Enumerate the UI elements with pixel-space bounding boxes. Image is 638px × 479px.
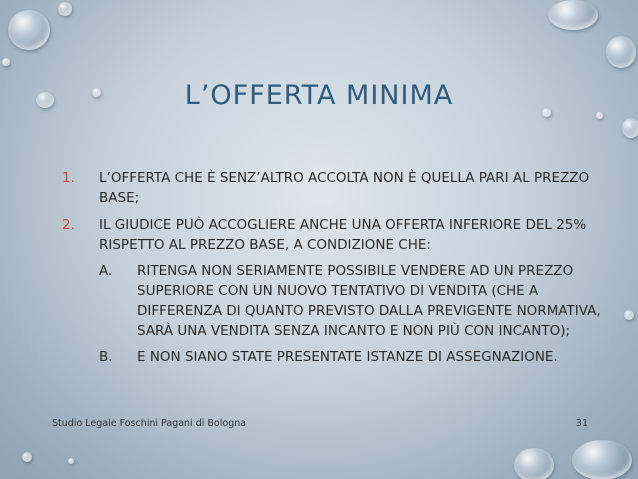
list-item-number: 2. (62, 217, 75, 233)
list-item-text: IL GIUDICE PUÒ ACCOGLIERE ANCHE UNA OFFERTA INFERIORE DEL 25% RISPETTO AL PREZZO BASE, A CONDIZIONE CHE: (99, 217, 587, 253)
water-drop (606, 36, 636, 68)
water-drop (596, 112, 603, 119)
sublist-item-letter: A. (99, 263, 113, 279)
sublist-item-text: E NON SIANO STATE PRESENTATE ISTANZE DI ASSEGNAZIONE. (137, 349, 558, 365)
water-drop (514, 448, 554, 479)
slide-title: L’OFFERTA MINIMA (184, 80, 454, 111)
footer-text: Studio Legale Foschini Pagani di Bologna (52, 418, 247, 429)
sublist-item-letter: B. (99, 349, 113, 365)
water-drop (68, 458, 74, 464)
water-drop (2, 58, 10, 66)
page-number: 31 (575, 418, 588, 429)
lettered-sublist (99, 261, 602, 367)
water-drop (22, 452, 32, 462)
list-item (62, 168, 602, 208)
numbered-list (62, 168, 602, 374)
list-item-number: 1. (62, 170, 75, 186)
water-drop (622, 118, 638, 138)
water-drop (58, 2, 72, 16)
water-drop (548, 0, 598, 30)
water-drop (572, 440, 632, 479)
list-item (62, 215, 602, 367)
water-drop (8, 10, 50, 50)
sublist-item (99, 347, 602, 367)
water-drop (624, 310, 634, 320)
list-item-text: L’OFFERTA CHE È SENZ’ALTRO ACCOLTA NON È QUELLA PARI AL PREZZO BASE; (99, 170, 590, 206)
sublist-item-text: RITENGA NON SERIAMENTE POSSIBILE VENDERE AD UN PREZZO SUPERIORE CON UN NUOVO TENTATIVO DI VENDITA (CHE A DIFFERENZA DI QUANTO PREVISTO DALLA PREVIGENTE NORMATIVA, SARÀ UNA VENDITA SENZA INCANTO E NON PIÙ CON INCANTO); (137, 263, 601, 339)
sublist-item (99, 261, 602, 341)
